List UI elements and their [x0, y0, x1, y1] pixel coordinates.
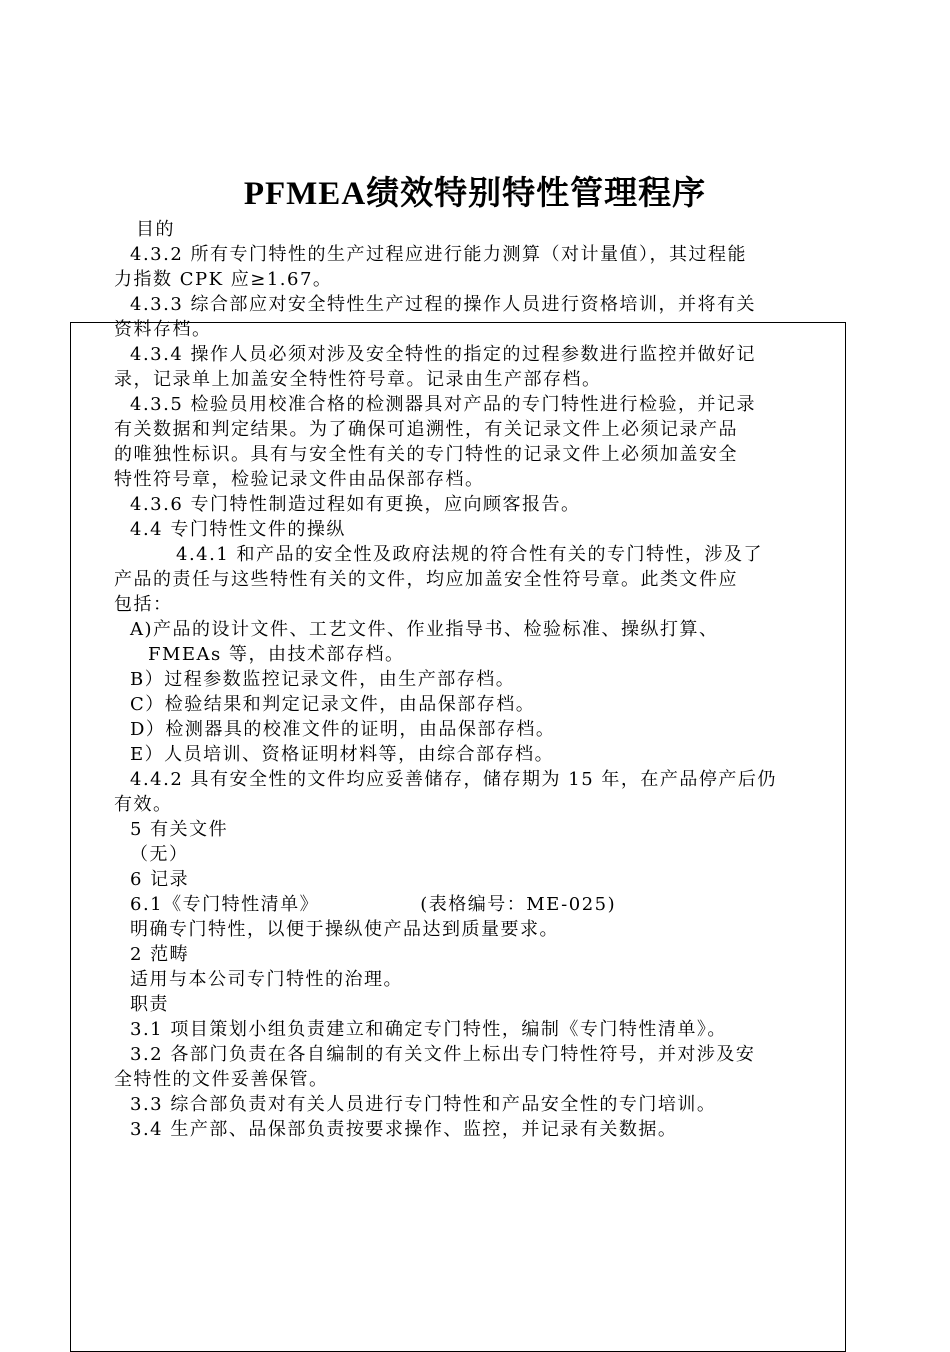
document-title: PFMEA绩效特别特性管理程序: [243, 176, 707, 212]
text-line: （无）: [130, 844, 189, 865]
text-line: 的唯独性标识。具有与安全性有关的专门特性的记录文件上必须加盖安全: [114, 444, 738, 465]
text-line: 4.4 专门特性文件的操纵: [130, 519, 346, 540]
text-line: 4.3.3 综合部应对安全特性生产过程的操作人员进行资格培训，并将有关: [130, 294, 757, 315]
text-line: 适用与本公司专门特性的治理。: [130, 969, 403, 990]
text-line: E）人员培训、资格证明材料等，由综合部存档。: [130, 744, 555, 765]
text-line: 有效。: [114, 794, 173, 815]
text-line: 力指数 CPK 应≥1.67。: [114, 269, 333, 290]
text-line: 有关数据和判定结果。为了确保可追溯性，有关记录文件上必须记录产品: [114, 419, 738, 440]
text-line: 明确专门特性，以便于操纵使产品达到质量要求。: [130, 919, 559, 940]
text-line: FMEAs 等，由技术部存档。: [148, 644, 405, 665]
text-line: 4.3.6 专门特性制造过程如有更换，应向顾客报告。: [130, 494, 581, 515]
text-line: 录，记录单上加盖安全特性符号章。记录由生产部存档。: [114, 369, 602, 390]
text-line: 6.1《专门特性清单》 (表格编号：ME-025): [130, 894, 617, 915]
text-line: 包括：: [114, 594, 173, 615]
text-line: 全特性的文件妥善保管。: [114, 1069, 329, 1090]
text-line: 3.3 综合部负责对有关人员进行专门特性和产品安全性的专门培训。: [130, 1094, 717, 1115]
text-line: 4.4.2 具有安全性的文件均应妥善储存，储存期为 15 年，在产品停产后仍: [130, 769, 777, 790]
text-line: 6 记录: [130, 869, 190, 890]
text-line: 产品的责任与这些特性有关的文件，均应加盖安全性符号章。此类文件应: [114, 569, 738, 590]
text-line: 特性符号章，检验记录文件由品保部存档。: [114, 469, 485, 490]
text-line: D）检测器具的校准文件的证明，由品保部存档。: [130, 719, 556, 740]
text-line: 4.3.2 所有专门特性的生产过程应进行能力测算（对计量值），其过程能: [130, 244, 748, 265]
text-line: 职责: [130, 994, 169, 1015]
text-line: 2 范畴: [130, 944, 190, 965]
text-line: 4.3.4 操作人员必须对涉及安全特性的指定的过程参数进行监控并做好记: [130, 344, 757, 365]
text-line: C）检验结果和判定记录文件，由品保部存档。: [130, 694, 536, 715]
text-line: 3.2 各部门负责在各自编制的有关文件上标出专门特性符号，并对涉及安: [130, 1044, 756, 1065]
text-line: 5 有关文件: [130, 819, 229, 840]
text-line: 4.4.1 和产品的安全性及政府法规的符合性有关的专门特性，涉及了: [176, 544, 764, 565]
text-line: B）过程参数监控记录文件，由生产部存档。: [130, 669, 516, 690]
text-line: A)产品的设计文件、工艺文件、作业指导书、检验标准、操纵打算、: [130, 619, 719, 640]
text-line: 资料存档。: [114, 319, 212, 340]
text-line: 目的: [136, 219, 175, 240]
text-line: 3.4 生产部、品保部负责按要求操作、监控，并记录有关数据。: [130, 1119, 678, 1140]
text-line: 3.1 项目策划小组负责建立和确定专门特性，编制《专门特性清单》。: [130, 1019, 727, 1040]
text-line: 4.3.5 检验员用校准合格的检测器具对产品的专门特性进行检验，并记录: [130, 394, 757, 415]
